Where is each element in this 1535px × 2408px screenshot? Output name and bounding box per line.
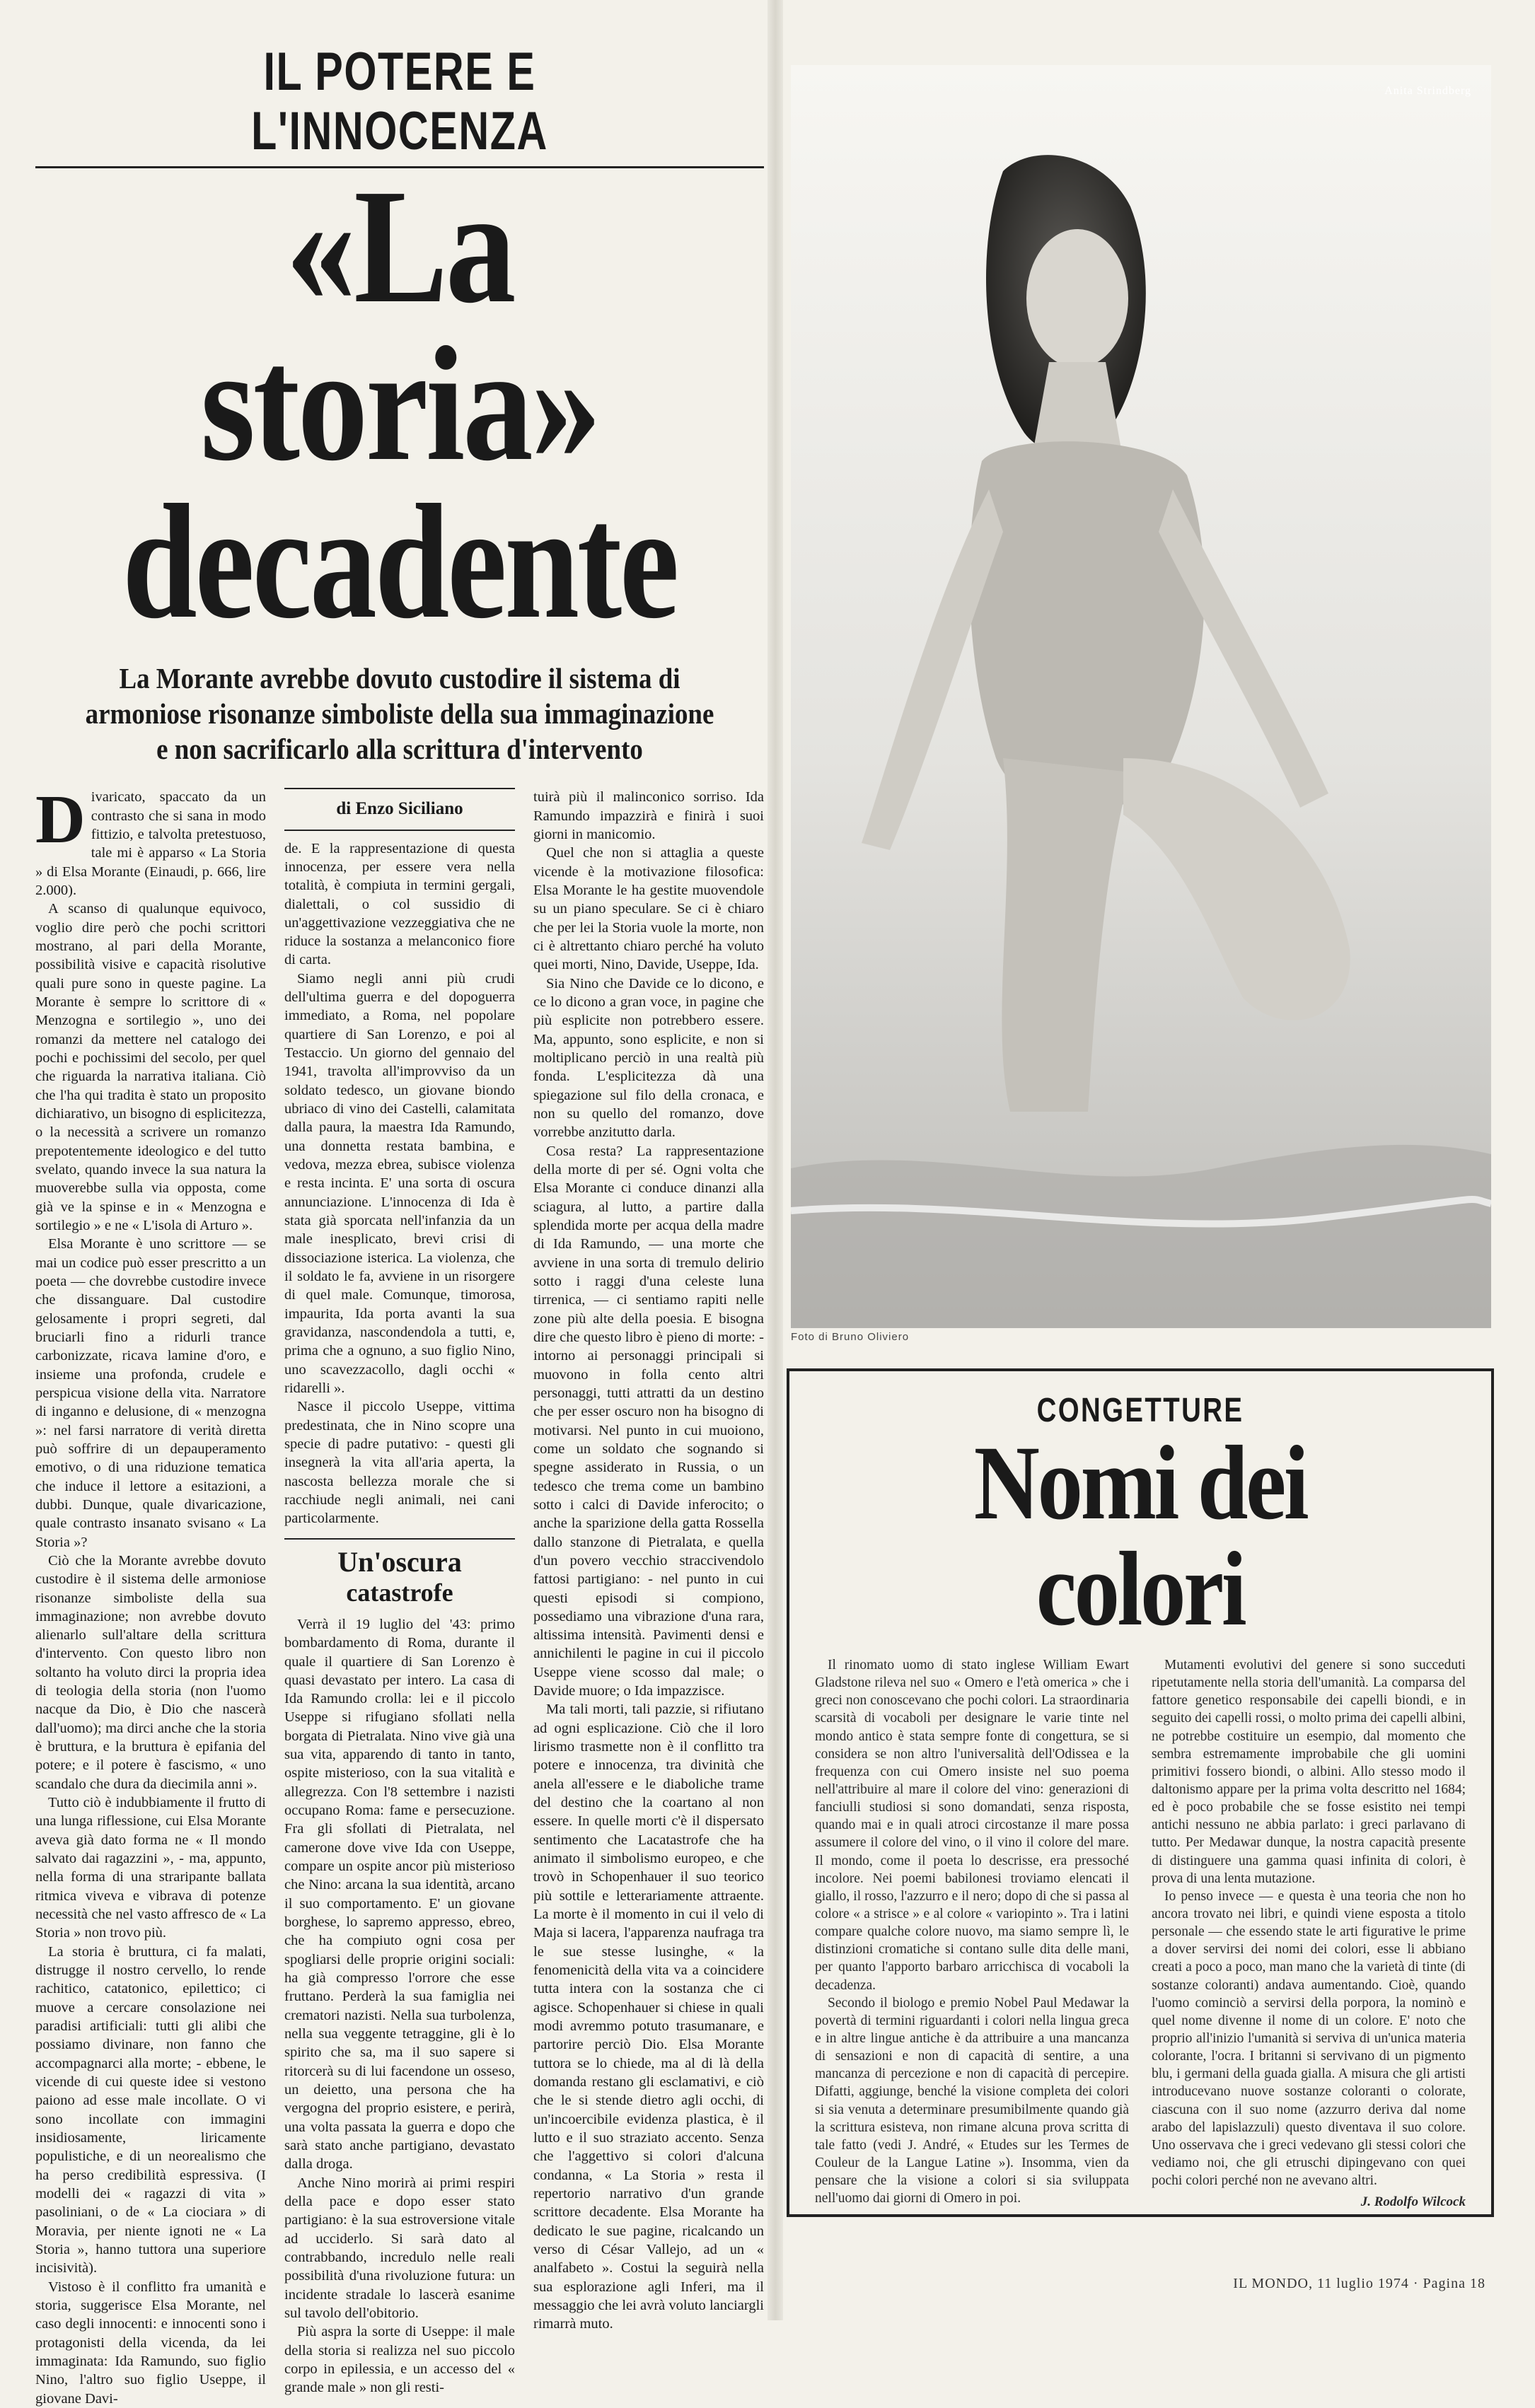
article-column-1 [35,781,266,2408]
box-kicker: CONGETTURE [1036,1392,1244,1429]
paragraph: Cosa resta? La rappresentazione della morte di per sé. Ogni volta che Elsa Morante ci conduce dinanzi alla sciagura, al lutto, a partire dalla splendida morte per acqua della madre di Ida Ramundo, — una morte che avviene in una sorta di tremulo delirio sotto i raggi d'una celeste luna tirrenica, — ci sentiamo rapiti nelle zone più alte della poesia. E bisogna dire che questo libro è pieno di morte: - intorno ai personaggi principali si muovono in folla cento altri personaggi, tutti attratti da un destino che per esser oscuro non ha bisogno di motivarsi. Nel punto in cui muoiono, come un soldato che sognando si spegne assiderato in Russia, o un tedesco che trema come un bambino sotto i calci di Davide inferocito; o anche la sparizione della gatta Rossella dallo stanzone di Pietralata, e quella d'un povero vecchio straccivendolo fattosi partigiano: - nel punto in cui questi episodi si compiono, possediamo una vibrazione d'una rara, altissima intensità. Pavimenti densi e annichilenti le pagine in cui il piccolo Useppe viene scosso dal male; o Davide muore; o Ida impazzisce. [533,1143,764,1699]
box-columns [815,1656,1466,2211]
paragraph: Più aspra la sorte di Useppe: il male della storia si realizza nel suo piccolo corpo in epilessia, e un accesso del « grande male » non gli resti- [284,2324,515,2396]
photo-caption-subject: Anita Strindberg [1384,85,1471,97]
box-column-2 [1152,1656,1466,2211]
article-subtitle: La Morante avrebbe dovuto custodire il sistema di armoniose risonanze simboliste della sua immaginazione e non sacrificarlo alla scrittura d'intervento [85,662,714,766]
paragraph: Ma tali morti, tali pazzie, si rifiutano ad ogni esplicazione. Ciò che il loro lirismo trasmette non è il conflitto tra potere e innocenza, tra divinità che anela all'essere e le diaboliche trame del destino che la coartano al non essere. In quelle morti c'è il dispersato sentimento che Lacatastrofe che ha animato il simbolismo europeo, e che trovò in Schopenhauer il suo teorico più sottile e letterariamente attraente. La morte è il momento in cui il velo di Maja si lacera, l'apparenza naufraga tra le sue stesse lusinghe, « la fenomenicità della vita va a coincidere tutta intera con la sostanza che ci agisce. Schopenhauer si chiese in quali modi avremmo potuto trasumanare, e partorire perciò Dio. Elsa Morante tuttora se lo chiede, ma al di là della domanda restano gli esclamativi, e ciò che le si stende dietro agli occhi, di un'incoercibile evidenza plastica, è il lutto e il suo straziato accento. Senza che l'aggettivo si colori d'alcuna condanna, « La Storia » resta il repertorio narrativo d'un grande scrittore decadente. Elsa Morante ha dedicato le sue pagine, ricalcando un verso di César Vallejo, ad un « analfabeto ». Costui la seguirà nella sua esplorazione agli Inferi, ma il messaggio che lei avrà voluto lanciargli rimarrà muto. [533,1702,764,2332]
box-column-1 [815,1656,1129,2211]
paragraph: Io penso invece — e questa è una teoria che non ho ancora trovato nei libri, e quindi viene esposta a titolo personale — che essendo state le arti figurative le prime a dover servirsi dei nomi dei colori, esse li abbiano creati a poco a poco, man mano che la varietà di tinte (di sostanze coloranti) andava aumentando. Cioè, quando l'uomo cominciò a servirsi della porpora, la nominò e quel nome divenne il nome di un colore. E' noto che proprio all'inizio l'umanità si serviva di un'unica materia colorante, l'ocra. I britanni si servivano di un pigmento blu, i germani della guada gialla. A misura che gli artisti introducevano nuove sostanze coloranti o colorate, ciascuna con il suo nome (azzurro deriva dal nome arabo del lapislazzuli) questo diventava il suo colore. Uno osservava che i greci vedevano gli stessi colori che vediamo noi, che gli etruschi dipingevano con quei pochi colori perché non ne avevano altri. [1152,1888,1466,2189]
paragraph: Vistoso è il conflitto fra umanità e storia, suggerisce Elsa Morante, nel caso degli innocenti: e innocenti sono i protagonisti della vicenda, da lei immaginata: Ida Ramundo, suo figlio Nino, l'altro suo figlio Useppe, il giovane Davi- [35,2279,266,2407]
paragraph: Secondo il biologo e premio Nobel Paul Medawar la povertà di termini riguardanti i colori nella lingua greca e in altre lingue antiche è da attribuire a una mancanza di sensazioni e non di capacità di sentire, a una mancanza di percezione e non di capacità di percepire. Difatti, aggiunge, benché la visione completa dei colori si sia venuta a determinare presumibilmente quando già la scrittura esisteva, non rimane alcuna prova scritta di tale fatto (vedi J. André, « Etudes sur les Termes de Couleur de la Langue Latine »). Insomma, vien da pensare che la visione a colori si sia sviluppata nell'uomo dai giorni di Omero in poi. [815,1995,1129,2206]
headline-line-1: «La storia» [200,156,599,495]
section-heading [284,1538,515,1608]
paragraph: Nasce il piccolo Useppe, vittima predestinata, che in Nino scopre una specie di padre putativo: - questi gli insegnerà la vita all'aria aperta, la nascosta bellezza morale che si racchiude negli animali, nei cani particolarmente. [284,1399,515,1527]
congetture-box [787,1368,1494,2217]
paragraph: Ciò che la Morante avrebbe dovuto custodire è il sistema delle armoniose risonanze simboliste della sua immaginazione; non avrebbe dovuto alienarlo sull'altare della scrittura d'intervento. Con questo libro non soltanto ha voluto dirci la propria idea di teologia della storia (non l'uomo nacque da Dio, è Dio che nascerà dall'uomo); ma dirci anche che la storia è bruttura, e la bruttura è epifania del potere; e il potere è fascismo, « uno scandalo che dura da diecimila anni ». [35,1552,266,1792]
paragraph: A scanso di qualunque equivoco, voglio dire però che pochi scrittori mostrano, al pari della Morante, possibilità visive e capacità risolutive quali pure sono in queste pagine. La Morante è sempre lo scrittore di « Menzogna e sortilegio », uno dei romanzi da mettere nel catalogo dei pochi e pochissimi del secolo, per quel che riguarda la narrativa italiana. Ciò che l'ha qui tradita è stato un proposito dichiarativo, un bisogno di esplicitezza, o la necessità a scrivere un romanzo prepotentemente ideologico e del tutto svelato, quando invece la sua natura la muoverebbe sulla via opposta, come già ve la spinse e in « Menzogna e sortilegio » e ne « L'isola di Arturo ». [35,901,266,1233]
paragraph: La storia è bruttura, ci fa malati, distrugge il nostro cervello, lo rende rachitico, catatonico, epilettico; ci muove a cercare consolazione nei paradisi artificiali: tutti gli alibi che possiamo divinare, non fanno che accompagnarci alla morte; - ebbene, le vicende di cui queste idee si vestono paiono ad esse male incollate. O vi sono incollate con immagini insidiosamente, liricamente populistiche, e di un neorealismo che ha perso credibilità espressiva. (I modelli dei « ragazzi di vita » pasoliniani, o de « La ciociara » di Moravia, per niente ignoti ne « La Storia », hanno tuttora una superiore incisività). [35,1943,266,2276]
paragraph: ivaricato, spaccato da un contrasto che si sana in modo fittizio, e talvolta pretestuoso, tale mi è apparso « La Storia » di Elsa Morante (Einaudi, p. 666, lire 2.000). [35,789,266,899]
section-rule [284,1538,515,1540]
article-section [35,42,764,2408]
paragraph: Tutto ciò è indubbiamente il frutto di una lunga riflessione, cui Elsa Morante aveva già dato forma ne « Il mondo salvato dai ragazzini », - ma, appunto, nella forma di una straripante ballata ritmica viveva e vibrava di potenze necessità che nel vasto affresco de « La Storia » non trovo più. [35,1795,266,1941]
paragraph: Il rinomato uomo di stato inglese William Ewart Gladstone rileva nel suo « Omero e l'età omerica » che i greci non conoscevano che pochi colori. La straordinaria scarsità di vocaboli per designare le varie tinte nel mondo antico è stata sempre fonte di congettura, se si considera se non altro l'universalità dell'Odissea e la frequenza con cui Omero insiste nel suo poema nell'attribuire al mare il colore del vino: generazioni di fanciulli studiosi si sono domandati, senza risposta, quando mai e in quali atroci circostanze il mare possa assumere il colore del vino, o il vino il colore del mare. Il mondo, come il poeta lo descrisse, era pressoché incolore. Nei poemi babilonesi troviamo elencati il giallo, il rosso, l'azzurro e il nero; dopo di che si passa al colore « a strisce » e al colore « variopinto ». Tra i latini compare qualche colore nuovo, ma siamo sempre lì, le distinzioni cromatiche si contano sulle dita delle mani, per quanto l'apporto barbaro arricchisca di vocaboli la decadenza. [815,1658,1129,1993]
paragraph: Siamo negli anni più crudi dell'ultima guerra e del dopoguerra immediato, a Roma, nel popolare quartiere di San Lorenzo, e poi al Testaccio. Un giorno del gennaio del 1941, travolta all'improvviso da un soldato tedesco, un giovane biondo ubriaco di vino dei Castelli, calamitata dalla paura, la maestra Ida Ramundo, una donnetta restata bambina, e vedova, mezza ebrea, subisce violenza e resta incinta. E' una sorta di oscura annunciazione. L'innocenza di Ida è stata già sporcata nell'infanzia da un male inesplicato, brevi crisi di dissociazione isterica. La violenza, che il soldato le fa, avviene in un risorgere di quel male. Comunque, timorosa, impaurita, Ida porta avanti la sua gravidanza, nascondendola a tutti, e, prima che a ognuno, a suo figlio Nino, uno scavezzacollo, dagli occhi « ridarelli ». [284,970,515,1397]
portrait-photo [791,65,1491,1328]
paragraph: Verrà il 19 luglio del '43: primo bombardamento di Roma, durante il quale il quartiere di San Lorenzo è quasi devastato per intero. La casa di Ida Ramundo crolla: lei e il piccolo Useppe si rifugiano sfollati nella borgata di Pietralata. Nino vive già una sua vita, apparendo di tanto in tanto, ospite misterioso, con la sua vitalità e allegrezza. Con l'8 settembre i nazisti occupano Roma: fame e persecuzione. Fra gli sfollati di Pietralata, nel camerone dove vive Ida con Useppe, compare un ospite ancor più misterioso che Nino: arcana la sua identità, arcano il suo comportamento. E' un giovane borghese, lo sapremo appresso, ebreo, che ha compiuto ogni cosa per spogliarsi delle proprie origini sociali: ha già compresso l'orrore che esse fruttano. Perderà la sua famiglia nei crematori nazisti. Nella sua turbolenza, nella sua veggente tetraggine, gli è lo spirito che sa, ma il suo sapere si ritorcerà su di lui facendone un osseso, un deietto, una persona che ha vergogna del proprio esistere, e perirà, una volta passata la guerra e dopo che sarà stato anche partigiano, devastato dalla droga. [284,1616,515,2173]
byline: di Enzo Siciliano [284,788,515,830]
paragraph: Elsa Morante è uno scrittore — se mai un codice può esser prescritto a un poeta — che dovrebbe custodire invece che dissanguare. Dal custodire gelosamente i propri segreti, dal bruciarli fino a ridurli trance carbonizzate, ricava lamine d'oro, e insieme una profonda, crudele e perspicua visione della vita. Narratore di inganno e delusione, di « menzogna »: nel farsi narratore di verità diretta può soffrire di un depauperamento emotivo, o di una riduzione tematica che induce il lettore a esitazioni, a dubbi. Dunque, quale divaricazione, quale contrasto insanato svisano « La Storia »? [35,1236,266,1550]
box-title: Nomi dei colori [973,1424,1307,1648]
section-heading-line-2: catastrofe [346,1578,453,1607]
paragraph: Sia Nino che Davide ce lo dicono, e ce lo dicono a gran voce, in pagine che più esplicite non potrebbero essere. Ma, appunto, sono esplicite, e non si moltiplicano perciò in una realtà più fonda. L'esplicitezza dà una spiegazione sul filo della cronaca, e non su quello del romanzo, dove vorrebbe anzitutto darla. [533,975,764,1141]
headline-line-2: decadente [122,470,678,653]
box-signature: J. Rodolfo Wilcock [1360,2194,1466,2210]
article-kicker: IL POTERE E L'INNOCENZA [251,42,548,161]
article-column-3 [533,788,764,2408]
paragraph: de. E la rappresentazione di questa innocenza, per essere vera nella totalità, è compiuta in termini gergali, dialettali, o col sussidio di un'aggettivazione vezzeggiativa che ne riduce la sostanza a melanconico fiore di carta. [284,840,515,968]
paragraph: Mutamenti evolutivi del genere si sono succeduti ripetutamente nella storia dell'umanità. La comparsa del fattore genetico responsabile dei capelli biondi, e in seguito dei capelli rossi, o molto prima dei capelli albini, ne potrebbe costituire un esempio, dal momento che sembra estremamente improbabile che gli uomini primitivi fossero biondi, o albini. Allo stesso modo il daltonismo appare per la prima volta descritto nel 1684; ed è poco probabile che se fosse esistito nei tempi antichi nessuno ne abbia parlato: i greci parlavano di tutto. Per Medawar dunque, la nostra capacità presente di distinguere una gamma quasi infinita di colori, è prova di una lenta mutazione. [1152,1658,1466,1886]
article-column-2 [284,788,515,2408]
photo-illustration [791,65,1491,1328]
article-columns [35,781,764,2408]
paragraph: Quel che non si attaglia a queste vicende è la motivazione filosofica: Elsa Morante le ha gestite muovendole su un piano speculare. Se ci è chiaro che per lei la Storia vuole la morte, non ci è altrettanto chiaro perché ha voluto quei morti, Nino, Davide, Useppe, Ida. [533,845,764,973]
drop-cap: D [35,781,86,859]
section-heading-line-1: Un'oscura [337,1545,462,1578]
photo-credit: Foto di Bruno Oliviero [791,1331,910,1343]
paragraph: tuirà più il malinconico sorriso. Ida Ramundo impazzirà e finirà i suoi giorni in manicomio. [533,789,764,843]
page-gutter [768,0,783,2320]
paragraph: Anche Nino morirà ai primi respiri della pace e dopo esser stato partigiano: è la sua estroversione vitale ad ucciderlo. Si sarà dato al contrabbando, incredulo nelle reali possibilità d'una rivoluzione futura: un incidente stradale lo lascerà esanime sul tavolo dell'obitorio. [284,2175,515,2321]
page-footer: IL MONDO, 11 luglio 1974 · Pagina 18 [1233,2276,1485,2291]
